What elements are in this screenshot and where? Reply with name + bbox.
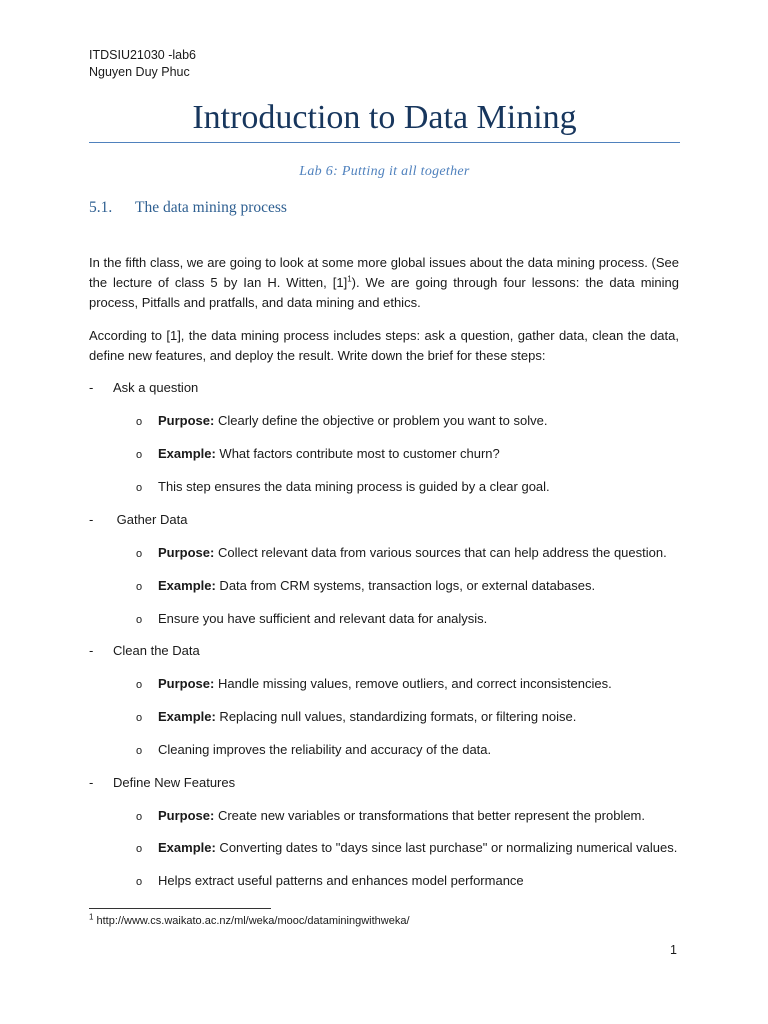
section-number: 5.1.	[89, 199, 113, 216]
dash-marker: -	[89, 775, 94, 790]
item-text: Create new variables or transformations that better represent the problem.	[214, 808, 646, 823]
paragraph-intro-text-2: ). We are going through four lessons: the data mining process, Pitfalls and pratfalls, and data mining and ethics.	[89, 275, 679, 310]
section-title: The data mining process	[135, 199, 287, 216]
bullet-circle-icon: o	[136, 679, 143, 691]
title-underline	[89, 142, 680, 143]
item-text: Clearly define the objective or problem you want to solve.	[214, 413, 548, 428]
list-item	[136, 839, 677, 858]
list-item	[136, 445, 500, 464]
footnote-link[interactable]: http://www.cs.waikato.ac.nz/ml/weka/mooc/dataminingwithweka/	[93, 915, 410, 927]
bullet-circle-icon: o	[136, 843, 143, 855]
item-text: What factors contribute most to customer churn?	[215, 446, 500, 461]
item-text: Ensure you have sufficient and relevant data for analysis.	[158, 611, 488, 626]
item-text: Cleaning improves the reliability and accuracy of the data.	[158, 742, 492, 757]
footnote-marker: 1	[89, 912, 94, 922]
item-text: This step ensures the data mining process is guided by a clear goal.	[158, 479, 550, 494]
document-title: Introduction to Data Mining	[192, 99, 577, 136]
paragraph-intro-text-1: In the fifth class, we are going to look at some more global issues about the data mining process. (See the lecture of class 5 by Ian H. Witten, [1]	[89, 255, 679, 290]
list-item	[136, 478, 550, 497]
bullet-circle-icon: o	[136, 614, 143, 626]
bullet-circle-icon: o	[136, 449, 143, 461]
item-label: Purpose:	[158, 676, 215, 691]
item-text: Replacing null values, standardizing formats, or filtering noise.	[215, 709, 577, 724]
page-number: 1	[670, 943, 677, 957]
bullet-circle-icon: o	[136, 482, 143, 494]
author-name: Nguyen Duy Phuc	[89, 65, 190, 79]
list-item	[136, 577, 595, 596]
step-ask-question	[89, 379, 198, 397]
item-text: Data from CRM systems, transaction logs, or external databases.	[215, 578, 596, 593]
document-header	[89, 47, 196, 81]
bullet-circle-icon: o	[136, 811, 143, 823]
list-item	[136, 610, 487, 629]
bullet-circle-icon: o	[136, 581, 143, 593]
footnote	[89, 914, 410, 928]
dash-marker: -	[89, 512, 94, 527]
item-text: Helps extract useful patterns and enhances model performance	[158, 873, 524, 888]
item-label: Example:	[158, 840, 216, 855]
section-heading	[89, 199, 287, 217]
step-clean-data	[89, 642, 200, 660]
list-item	[136, 675, 612, 694]
bullet-circle-icon: o	[136, 416, 143, 428]
dash-marker: -	[89, 643, 94, 658]
document-subtitle: Lab 6: Putting it all together	[299, 164, 470, 179]
list-item	[136, 807, 645, 826]
dash-marker: -	[89, 380, 94, 395]
item-text: Converting dates to "days since last purchase" or normalizing numerical values.	[215, 840, 678, 855]
bullet-circle-icon: o	[136, 548, 143, 560]
list-item	[136, 872, 524, 891]
bullet-circle-icon: o	[136, 745, 143, 757]
item-label: Example:	[158, 578, 216, 593]
item-label: Purpose:	[158, 808, 215, 823]
bullet-circle-icon: o	[136, 712, 143, 724]
item-label: Purpose:	[158, 545, 215, 560]
paragraph-steps: According to [1], the data mining process includes steps: ask a question, gather data, clean the data, define new features, and deploy the result. Write down the brief for these steps:	[89, 328, 679, 363]
item-text: Collect relevant data from various sources that can help address the question.	[214, 545, 667, 560]
step-define-features	[89, 774, 235, 792]
course-code: ITDSIU21030 -lab6	[89, 48, 197, 62]
list-item	[136, 544, 667, 563]
item-label: Purpose:	[158, 413, 215, 428]
step-label: Gather Data	[113, 512, 188, 527]
list-item	[136, 741, 491, 760]
step-gather-data	[89, 511, 187, 529]
paragraph-intro	[89, 253, 679, 313]
step-label: Ask a question	[113, 380, 199, 395]
footnote-separator	[89, 908, 271, 909]
item-label: Example:	[158, 446, 216, 461]
list-item	[136, 708, 576, 727]
item-text: Handle missing values, remove outliers, and correct inconsistencies.	[214, 676, 612, 691]
step-label: Define New Features	[113, 775, 236, 790]
list-item	[136, 412, 547, 431]
step-label: Clean the Data	[113, 643, 200, 658]
bullet-circle-icon: o	[136, 876, 143, 888]
footnote-reference: 1	[347, 274, 352, 284]
item-label: Example:	[158, 709, 216, 724]
